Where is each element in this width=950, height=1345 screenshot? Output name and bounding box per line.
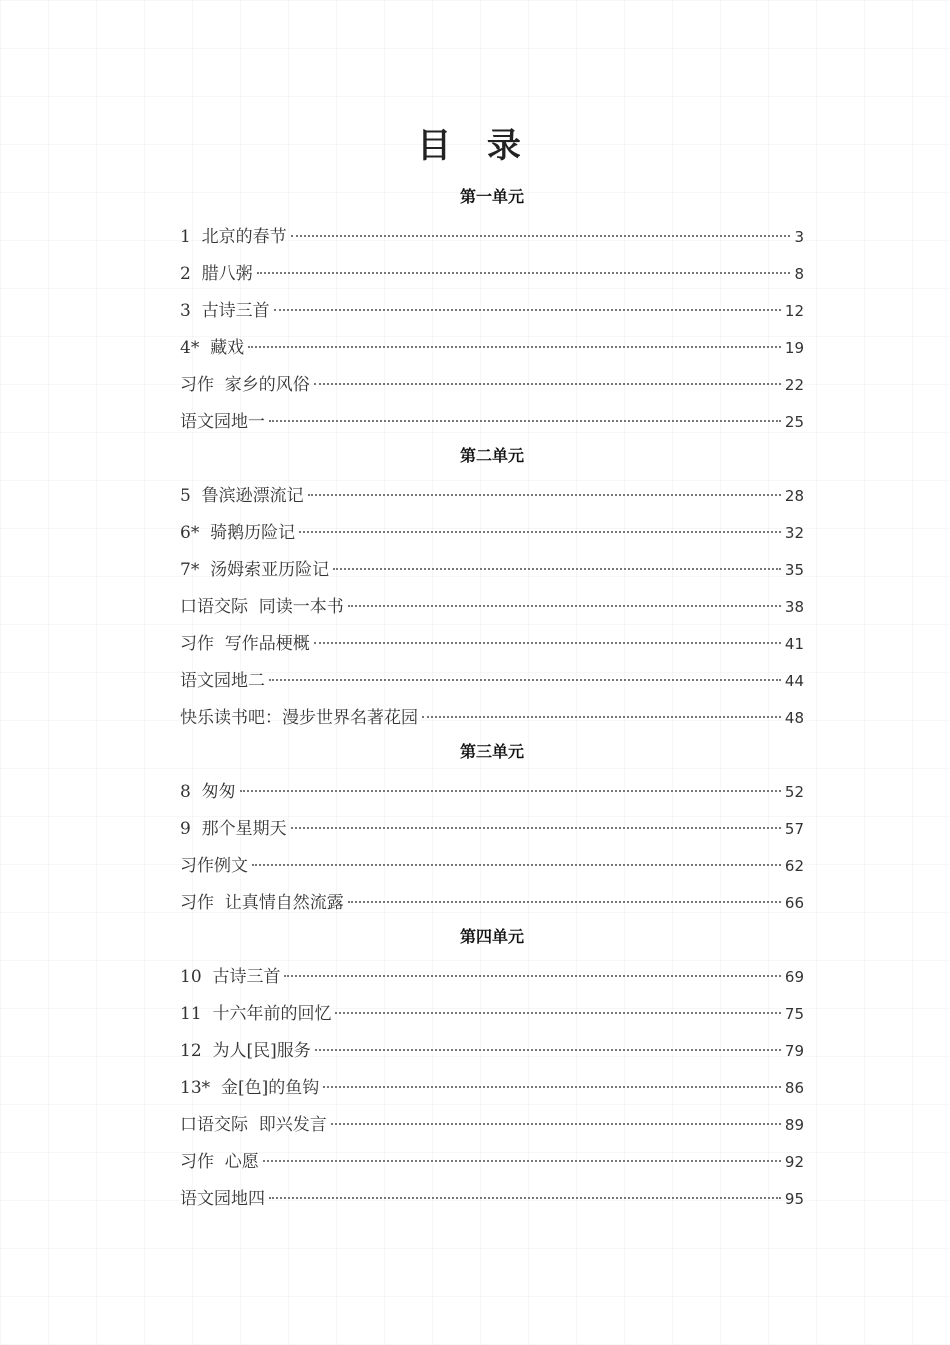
dot-leader [299,531,781,533]
dot-leader [348,605,781,607]
toc-title: 目 录 [417,126,533,166]
dot-leader [257,272,791,274]
entry-label: 1 北京的春节 [180,227,287,247]
unit-heading-1: 第一单元 [459,187,524,206]
toc-entry[interactable] [180,219,804,256]
table-of-contents [180,182,804,1218]
toc-entry[interactable] [180,959,804,996]
entry-page-number: 62 [784,857,804,875]
toc-entry[interactable] [180,1033,804,1070]
entry-label: 3 古诗三首 [180,301,270,321]
entry-label: 9 那个星期天 [180,819,287,839]
entry-page-number: 48 [784,709,804,727]
entry-label: 语文园地二 [180,671,265,691]
entry-label: 11 十六年前的回忆 [180,1004,332,1024]
entry-page-number: 32 [784,524,804,542]
entry-label: 12 为人[民]服务 [180,1041,311,1061]
dot-leader [291,235,791,237]
entry-label: 语文园地一 [180,412,265,432]
entry-label: 习作 让真情自然流露 [180,893,344,913]
entry-page-number: 92 [784,1153,804,1171]
dot-leader [269,1197,781,1199]
entry-page-number: 79 [784,1042,804,1060]
entry-page-number: 35 [784,561,804,579]
toc-entry[interactable] [180,811,804,848]
entry-page-number: 8 [794,265,804,283]
toc-entry[interactable] [180,293,804,330]
entry-page-number: 44 [784,672,804,690]
unit-heading-3: 第三单元 [459,742,524,761]
dot-leader [308,494,781,496]
toc-entry[interactable] [180,367,804,404]
toc-entry[interactable] [180,552,804,589]
entry-page-number: 75 [784,1005,804,1023]
toc-entry[interactable] [180,848,804,885]
toc-entry[interactable] [180,996,804,1033]
entry-page-number: 25 [784,413,804,431]
entry-page-number: 57 [784,820,804,838]
entry-label: 2 腊八粥 [180,264,253,284]
dot-leader [284,975,780,977]
entry-label: 口语交际 即兴发言 [180,1115,327,1135]
toc-entry[interactable] [180,1144,804,1181]
toc-entry[interactable] [180,589,804,626]
entry-page-number: 66 [784,894,804,912]
dot-leader [315,1049,781,1051]
entry-page-number: 28 [784,487,804,505]
entry-page-number: 69 [784,968,804,986]
dot-leader [333,568,781,570]
dot-leader [291,827,781,829]
unit-heading-4: 第四单元 [459,927,524,946]
toc-entry[interactable] [180,663,804,700]
entry-page-number: 95 [784,1190,804,1208]
toc-entry[interactable] [180,1107,804,1144]
entry-label: 习作例文 [180,856,248,876]
toc-entry[interactable] [180,1181,804,1218]
toc-entry[interactable] [180,774,804,811]
toc-entry[interactable] [180,1070,804,1107]
entry-label: 5 鲁滨逊漂流记 [180,486,304,506]
entry-page-number: 12 [784,302,804,320]
entry-page-number: 89 [784,1116,804,1134]
dot-leader [314,642,781,644]
entry-page-number: 86 [784,1079,804,1097]
entry-page-number: 38 [784,598,804,616]
entry-label: 4* 藏戏 [180,338,245,358]
dot-leader [274,309,781,311]
dot-leader [314,383,781,385]
toc-entry[interactable] [180,330,804,367]
dot-leader [269,679,781,681]
dot-leader [331,1123,781,1125]
entry-label: 习作 家乡的风俗 [180,375,310,395]
entry-label: 习作 写作品梗概 [180,634,310,654]
toc-entry[interactable] [180,404,804,441]
dot-leader [263,1160,781,1162]
toc-entry[interactable] [180,885,804,922]
entry-label: 10 古诗三首 [180,967,281,987]
dot-leader [323,1086,781,1088]
entry-page-number: 3 [794,228,804,246]
entry-label: 6* 骑鹅历险记 [180,523,296,543]
dot-leader [422,716,781,718]
entry-page-number: 41 [784,635,804,653]
entry-page-number: 52 [784,783,804,801]
entry-page-number: 22 [784,376,804,394]
entry-label: 8 匆匆 [180,782,236,802]
entry-label: 习作 心愿 [180,1152,259,1172]
dot-leader [335,1012,780,1014]
unit-heading-2: 第二单元 [459,446,524,465]
toc-entry[interactable] [180,626,804,663]
entry-label: 7* 汤姆索亚历险记 [180,560,330,580]
dot-leader [252,864,781,866]
entry-label: 语文园地四 [180,1189,265,1209]
toc-entry[interactable] [180,515,804,552]
dot-leader [269,420,781,422]
entry-label: 口语交际 同读一本书 [180,597,344,617]
toc-entry[interactable] [180,700,804,737]
dot-leader [348,901,781,903]
entry-page-number: 19 [784,339,804,357]
entry-label: 快乐读书吧：漫步世界名著花园 [180,708,418,728]
toc-entry[interactable] [180,478,804,515]
dot-leader [248,346,781,348]
entry-label: 13* 金[色]的鱼钩 [180,1078,320,1098]
toc-entry[interactable] [180,256,804,293]
dot-leader [240,790,781,792]
